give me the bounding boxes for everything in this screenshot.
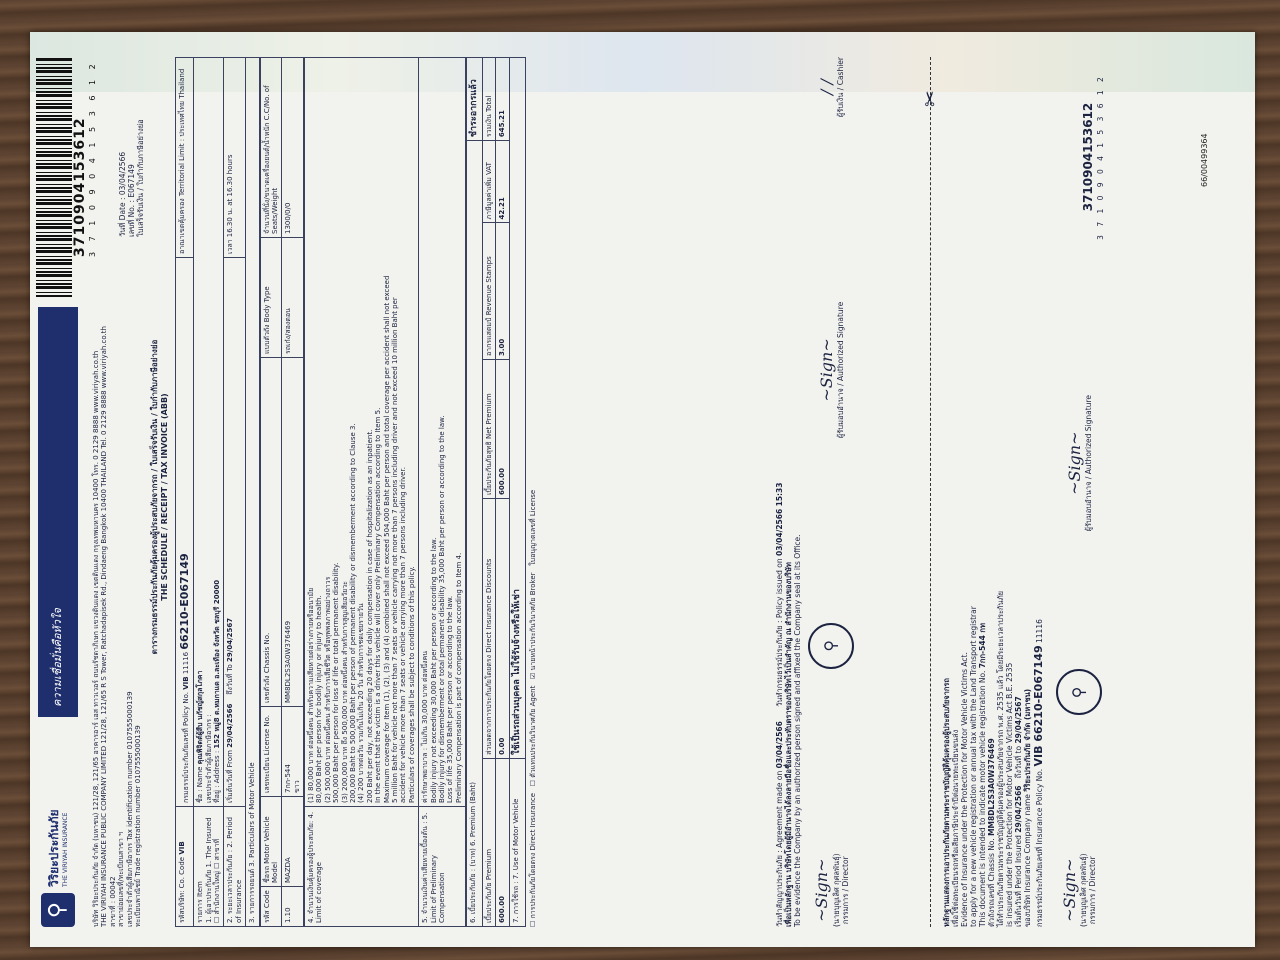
barcode-icon (36, 57, 72, 297)
period-cell: เริ่มต้นวันที่ From 29/04/2566 ถึงวันที่ To 29/04/2567 (224, 258, 246, 807)
insured-name: คุณพิจิตต์ผู้สืบ นกัชญ์สกุลโภคา (196, 670, 205, 765)
stub-director-signature: ~Sign~ (1060, 858, 1080, 922)
barcode-number: 3710904153612 (72, 117, 88, 257)
company-seal-icon: ⚲ (808, 623, 854, 669)
stub-plate: 7กก-544 กท (978, 623, 987, 669)
document-title (150, 247, 169, 747)
company-slogan: ความเชื่อมั่นคือหัวใจ (38, 307, 78, 717)
insured-info-cell: ชื่อ : Name คุณพิจิตต์ผู้สืบ นกัชญ์สกุลโภคา เลขประจำตัวผู้เสียภาษีอากร : ที่อยู่ : Address : 152 หมู่8 ต.หมกาแด อ.ละเทือง จังหวัด ชลบุรี 20000 (194, 58, 224, 807)
col-premium: เบี้ยประกันภัย Premium (482, 758, 495, 926)
total-value: 645.21 (496, 58, 509, 141)
policy-cell: กรมธรรม์ประกันภัยเลขที่ Policy No. VIB 11116 66210-E067149 (176, 258, 194, 807)
col-total: รวมเงิน Total (482, 58, 495, 141)
evidence-stub: หลักฐานแสดงการเอาประกันภัยตามพระราชบัญญัติคุ้มครองผู้ประสบภัยจากรถ เพื่อใช้ต่อทะเบียนรถหรือเสียภาษีประจำปีต่อนายทะเบียนขนส่ง Evidence of Insurance under the Protection for Motor Vehicle Victims Act. to apply for a new vehicle registration or annual tax with the Land Transport registrar This document is intended to indicate motor vehicle registration No. 7กก-544 กท ตัวถังรถเลขที่ Chassis No. MM8DL2S3A0W376469 ได้ทำประกันภัยตามพระราชบัญญัติคุ้มครองผู้ประสบภัยจากรถ พ.ศ. 2535 แล้ว โดยมีระยะเวลาประกันภัย is insured under the Protection for Motor Vehicle Victims Act B.E. 2535 เริ่มต้นวันที่ Period Insured 29/04/2566 ถึงวันที่ to 29/04/2567 ของบริษัท Insurance Company name วิริยะประกันภัย จำกัด (มหาชน) กรมธรรม์ประกันภัยเลขที่ Insurance Policy No. VIB 66210-E067149 11116 ~Sign~ (นายบุญเลิศ กุศลพันธุ์) กรรมการ / Director ⚲ ~Sign~ ผู้รับมอบอำนาจ / Authorized Signature 3710904153612 3 7 1 0 9 0 4 1 5 3 6 1 2 (942, 57, 1105, 927)
prelim-lines (419, 58, 466, 807)
stub-authorized-signature: ~Sign~ (1064, 431, 1084, 495)
use-label: 7. การใช้รถ : 7. Use of Motor Vehicle (509, 758, 525, 926)
insured-label-cell: รายการ Item 1. ผู้เอาประกันภัย 1. The Insured ☐ สำนักงานใหญ่ ☐ สาขาที่ (194, 807, 224, 927)
prelim-label: 5. จำนวนเงินค่าเสียหายเบื้องต้น : 5. Limit of Preliminary Compensation (419, 807, 466, 927)
col-vat: ภาษีมูลค่าเพิ่ม VAT (482, 141, 495, 223)
issue-label: ใบเสร็จรับเงิน / ใบกำกับภาษีอย่างย่อ (136, 119, 145, 237)
col-seats: จำนวนที่นั่ง/ขนาดเครื่องยนต์/น้ำหนัก C.C/No. of Seats/Weight (260, 58, 282, 238)
company-name-th: วิริยะประกันภัย (47, 809, 62, 887)
stub-th2: เพื่อใช้ต่อทะเบียนรถหรือเสียภาษีประจำปีต่อนายทะเบียนขนส่ง (951, 729, 960, 927)
direct-checkbox[interactable]: ☐ (528, 920, 537, 927)
col-discount: ส่วนลดจากการประกันภัยโดยตรง Direct Insurance Discounts (482, 499, 495, 759)
coverage-line: (3) 200,000 บาท ถึง 500,000 บาท ต่อหนึ่งคน สำหรับการสูญเสียอวัยวะ (340, 581, 349, 803)
period-time-cell: เวลา 16.30 น. at 16.30 hours (224, 58, 246, 258)
coverage-line: 500,000 Baht per person for loss of life or total permanent disability. (332, 562, 341, 803)
coverage-lines (305, 58, 419, 807)
stub-insured-th: ได้ทำประกันภัยตามพระราชบัญญัติคุ้มครองผู้ประสบภัยจากรถ พ.ศ. 2535 แล้ว โดยมีระยะเวลาประกันภัย (996, 590, 1005, 927)
coverage-line: (4) 200 บาทต่อวัน รวมกันไม่เกิน 20 วัน สำหรับการชดเชยรายวัน (357, 603, 366, 803)
insurance-document (30, 32, 1255, 947)
prelim-line: Bodily injury for dismemberment or total permanent disability 35,000 Baht per person or according to the law. (437, 415, 446, 803)
title-th: ตารางกรมธรรม์ประกันภัยคุ้มครองผู้ประสบภัยจากรถ / ใบเสร็จรับเงิน / ใบกำกับภาษีอย่างย่อ (150, 339, 159, 655)
tax-id: เลขประจำตัวผู้เสียภาษีอากร Tax identification number 0107555000139 (125, 691, 134, 927)
co-code-cell: รหัสบริษัท: Co. Code VIB (176, 807, 194, 927)
vehicle-table (260, 57, 305, 927)
title-en: THE SCHEDULE / RECEIPT / TAX INVOICE (ABB) (159, 393, 169, 601)
net-value: 600.00 (496, 360, 509, 499)
barcode-digits: 3 7 1 0 9 0 4 1 5 3 6 1 2 (88, 60, 97, 257)
trade-reg: ทะเบียนพาณิชย์ Trade registration number 0107555000139 (133, 725, 142, 927)
coverage-line: accident for vehicle more than 7 seats or vehicle carrying more than 7 persons including driver. (399, 467, 408, 803)
prelim-line: Bodily injury not exceeding 30,000 Baht per person or according to the law. (429, 537, 438, 803)
stub-barcode-digits: 3 7 1 0 9 0 4 1 5 3 6 1 2 (1095, 74, 1105, 240)
company-name-en: THE VIRIYAH INSURANCE (61, 812, 69, 887)
vehicle-seats: 1300/0/0 (282, 58, 304, 238)
stub-barcode-number: 3710904153612 (1081, 102, 1096, 212)
channel-row: ☐ การประกันภัยโดยตรง Direct Insurance ☐ ตัวแทนประกันวินาศภัย Agent ☑ นายหน้าประกันวินาศภัย Broker ใบอนุญาตเลขที่ License (528, 489, 537, 927)
cashier-signature: / / (816, 79, 836, 96)
coverage-line: 200,000 Baht to 500,000 Baht per person of permanent disability or dismemberment according to Clause 3. (349, 423, 358, 803)
coverage-line: 200 Baht per day, not exceeding 20 days for daily compensation in case of hospitalization as an inpatient. (365, 429, 374, 803)
document-content (30, 47, 1220, 947)
discount-value: 0.00 (496, 499, 509, 759)
vehicle-code: 1.10 (282, 887, 304, 927)
stub-en1: Evidence of Insurance under the Protection for Motor Vehicle Victims Act. (960, 652, 969, 927)
vat-value: 42.21 (496, 141, 509, 223)
agreement-block: วันทำสัญญาประกันภัย : Agreement made on 03/04/2566 วันทำกรมธรรม์ประกันภัย : Policy issued on 03/04/2566 15:33 เพื่อเป็นหลักฐาน บริษัทโดยผู้มีอำนาจได้ลงลายมือชื่อและประทับตราของบริษัทไว้เป็นสำคัญ ณ สำนักงานของบริษัท To be evidence the Company by an authorized person signed and affixed the Company seal at its Office. ~Sign~ (นายบุญเลิศ กุศลพันธุ์) กรรมการ / Director ⚲ ~Sign~ ผู้รับมอบอำนาจ / Authorized Signature / / ผู้รับเงิน / Cashier (775, 57, 854, 927)
policy-number: 66210-E067149 (178, 553, 191, 650)
company-address (92, 267, 142, 927)
col-model: ชื่อรถ Motor Vehicle Model (260, 797, 282, 887)
premium-value: 600.00 (496, 758, 509, 926)
stamp-value: 3.00 (496, 223, 509, 360)
territory-cell: อาณาเขตคุ้มครอง Territorial Limit : ประเทศไทย Thailand (176, 58, 194, 258)
vehicle-body: รถเก๋ง/สองตอน (282, 238, 304, 358)
coverage-line: Maximum coverage for Item (1), (2), (3) and (4) combined shall not exceed 504,000 Baht per person and total coverage per accident shall not exceed (382, 275, 391, 803)
vehicle-license: 7กก-544 ขาว (282, 707, 304, 797)
col-net: เบี้ยประกันภัยสุทธิ Net Premium (482, 360, 495, 499)
vehicle-label-cell: 3. รายการรถยนต์ 3. Particulars of Motor Vehicle (246, 58, 259, 927)
headoffice-checkbox[interactable]: ☐ (212, 916, 221, 923)
use-value: ใช้เป็นรถส่วนบุคคล ไม่ใช้รับจ้างหรือให้เช่า (509, 58, 525, 759)
premium-table (466, 57, 525, 927)
stub-en2: to apply for a new vehicle registration or annual tax with the Land Transport registrar (969, 606, 978, 927)
coverage-line: 80,000 Baht per person for bodily injury or injury to health. (315, 595, 324, 803)
coverage-table (304, 57, 466, 927)
premium-label: 6. เบี้ยประกันภัย : (บาท) 6. Premium (Baht) (467, 141, 483, 927)
scissors-icon: ✂ (918, 90, 942, 107)
col-stamp: อากรแสตมป์ Revenue Stamps (482, 223, 495, 360)
issue-date: วันที่ Date : 03/04/2566 (118, 151, 127, 237)
serial-number: 66/00499364 (1200, 133, 1209, 187)
address-th: บริษัท วิริยะประกันภัย จำกัด (มหาชน) 121/28, 121/65 อาคารอาร์ เอส ทาวเวอร์ ถนนรัชดาภิเษก แขวงดินแดง เขตดินแดง กรุงเทพมหานคร 10400 โทร. 0 2129 8888 www.viriyah.co.th (92, 350, 100, 927)
cut-line (930, 57, 931, 927)
vehicle-model: MAZDA (282, 797, 304, 887)
coverage-line: (1) 80,000 บาท ต่อหนึ่งคน สำหรับความเสียหายต่อร่างกายหรืออนามัย (307, 587, 316, 803)
coverage-line: 5 million Baht for vehicle not more than 7 seats or vehicle carrying not more than 7 persons including driver and not exceed 10 million Baht per (391, 297, 399, 803)
coverage-line: In the event that the victim is a driver this vehicle will cover only Preliminary Compensation according to Item 5. (374, 407, 383, 803)
period-label-cell: 2. ระยะเวลาประกันภัย : 2. Period of Insurance (224, 807, 246, 927)
branch-no: สาขาที่ : 00042 (108, 876, 117, 927)
coverage-line: Particulars of coverages shall be subject to conditions of this policy. (407, 566, 416, 803)
broker-checkbox[interactable]: ☑ (528, 672, 537, 679)
prelim-line: ค่ารักษาพยาบาล : ไม่เกิน 30,000 บาท ต่อหนึ่งคน (421, 650, 430, 803)
stub-seal-icon: ⚲ (1056, 669, 1102, 715)
paid-stamp: ชำระอากรแล้ว (467, 58, 483, 141)
evidence-th: เพื่อเป็นหลักฐาน บริษัทโดยผู้มีอำนาจได้ลงลายมือชื่อและประทับตราของบริษัทไว้เป็นสำคัญ ณ สำนักงานของบริษัท (784, 562, 793, 927)
stub-policy: VIB 66210-E067149 (1032, 645, 1045, 767)
prelim-line: Preliminary Compensation is part of compensation according to Item 4. (454, 552, 463, 803)
branch-checkbox[interactable]: ☐ (212, 862, 221, 869)
company-logo (38, 717, 78, 927)
stub-th: หลักฐานแสดงการเอาประกันภัยตามพระราชบัญญัติคุ้มครองผู้ประสบภัยจากรถ (942, 678, 951, 927)
schedule-table (175, 57, 540, 927)
col-chassis: เลขตัวถัง Chassis No. (260, 358, 282, 707)
address-en: THE VIRIYAH INSURANCE PUBLIC COMPANY LIMITED 121/28, 121/65 R S Tower, Ratchadapisek Rd., Dindaeng Bangkok 10400 THAILAND Tel. 0 2129 8888 www.viriyah.co.th (100, 326, 109, 927)
prelim-line: Loss of life 35,000 Baht per person or according to the law. (446, 595, 455, 803)
vehicle-chassis: MM8DL2S3A0W376469 (282, 358, 304, 707)
director-signature: ~Sign~ (812, 858, 832, 922)
authorized-signature: ~Sign~ (816, 338, 836, 402)
col-code: รหัส Code (260, 887, 282, 927)
evidence-en: To be evidence the Company by an authorized person signed and affixed the Company seal at its Office. (793, 534, 802, 927)
col-body: แบบตัวถัง Body Type (260, 238, 282, 358)
branch-th: สาขาย่อยเลขที่/ทะเบียนสาขา ฯ (117, 832, 126, 927)
issue-no: เลขที่ No. : E067149 (127, 164, 136, 237)
issue-info (118, 57, 145, 237)
col-license: เลขทะเบียน License No. (260, 707, 282, 797)
coverage-label: 4. จำนวนเงินคุ้มครองผู้ประสบภัย: 4. Limit of coverage (305, 807, 419, 927)
stub-insured-en: is insured under the Protection for Motor Vehicle Victims Act B.E. 2535 (1005, 662, 1014, 927)
viriyah-logo-icon: ⚲ (41, 893, 75, 927)
insured-address: 152 หมู่8 ต.หมกาแด อ.ละเทือง จังหวัด ชลบุรี 20000 (212, 579, 221, 749)
agent-checkbox[interactable]: ☐ (528, 780, 537, 787)
coverage-line: (2) 500,000 บาท ต่อหนึ่งคน สำหรับการเสียชีวิต หรือทุพพลภาพอย่างถาวร (323, 576, 332, 803)
